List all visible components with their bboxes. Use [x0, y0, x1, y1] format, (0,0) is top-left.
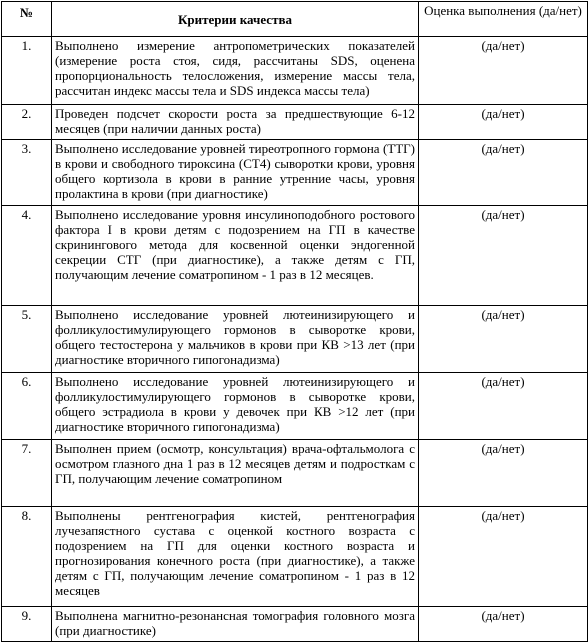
- row-number: 7.: [2, 440, 52, 507]
- row-criteria: Выполнены рентгенография кистей, рентгенография лучезапястного сустава с оценкой костного возраста с подозрением на ГП для оценки костного возраста и прогнозирования конечного роста (при диагностике), а также детям с ГП, получающим лечение соматропином - 1 раз в 12 месяцев: [52, 507, 419, 607]
- row-number: 4.: [2, 206, 52, 306]
- table-row: [2, 37, 588, 105]
- row-score: (да/нет): [419, 306, 588, 373]
- row-number: 3.: [2, 140, 52, 206]
- row-criteria: Проведен подсчет скорости роста за предшествующие 6-12 месяцев (при наличии данных роста): [52, 105, 419, 140]
- table-row: [2, 140, 588, 206]
- row-number: 5.: [2, 306, 52, 373]
- row-criteria: Выполнен прием (осмотр, консультация) врача-офтальмолога с осмотром глазного дна 1 раз в 12 месяцев детям и подросткам с ГП, получающим лечение соматропином: [52, 440, 419, 507]
- row-score: (да/нет): [419, 105, 588, 140]
- row-score: (да/нет): [419, 206, 588, 306]
- row-number: 6.: [2, 373, 52, 440]
- header-criteria: Критерии качества: [52, 2, 419, 37]
- row-number: 1.: [2, 37, 52, 105]
- quality-criteria-table: [1, 1, 588, 642]
- row-score: (да/нет): [419, 440, 588, 507]
- row-criteria: Выполнено исследование уровней тиреотропного гормона (ТТГ) в крови и свободного тироксина (СТ4) сыворотки крови, уровня общего кортизола в крови в ранние утренние часы, уровня пролактина в крови (при диагностике): [52, 140, 419, 206]
- row-score: (да/нет): [419, 507, 588, 607]
- table-row: [2, 105, 588, 140]
- row-criteria: Выполнено исследование уровня инсулиноподобного ростового фактора I в крови детям с подозрением на ГП в качестве скринингового метода для косвенной оценки эндогенной секреции СТГ (при диагностике), а также детям с ГП, получающим лечение соматропином - 1 раз в 12 месяцев.: [52, 206, 419, 306]
- table-row: [2, 440, 588, 507]
- row-number: 8.: [2, 507, 52, 607]
- row-score: (да/нет): [419, 607, 588, 642]
- header-row: [2, 2, 588, 37]
- table-row: [2, 206, 588, 306]
- row-number: 9.: [2, 607, 52, 642]
- table-row: [2, 373, 588, 440]
- table-row: [2, 607, 588, 642]
- row-criteria: Выполнено исследование уровней лютеинизирующего и фолликулостимулирующего гормонов в сыворотке крови, общего тестостерона у мальчиков в крови при КВ >13 лет (при диагностике вторичного гипогонадизма): [52, 306, 419, 373]
- header-number: №: [2, 2, 52, 37]
- table-row: [2, 306, 588, 373]
- row-score: (да/нет): [419, 37, 588, 105]
- row-criteria: Выполнено измерение антропометрических показателей (измерение роста стоя, сидя, рассчитаны SDS, оценена пропорциональность телосложения, измерение массы тела, рассчитан индекс массы тела и SDS индекса массы тела): [52, 37, 419, 105]
- row-number: 2.: [2, 105, 52, 140]
- row-score: (да/нет): [419, 373, 588, 440]
- header-score: Оценка выполнения (да/нет): [419, 2, 588, 37]
- row-criteria: Выполнено исследование уровней лютеинизирующего и фолликулостимулирующего гормонов в сыворотке крови, общего эстрадиола в крови у девочек при КВ >12 лет (при диагностике вторичного гипогонадизма): [52, 373, 419, 440]
- table-row: [2, 507, 588, 607]
- row-criteria: Выполнена магнитно-резонансная томография головного мозга (при диагностике): [52, 607, 419, 642]
- row-score: (да/нет): [419, 140, 588, 206]
